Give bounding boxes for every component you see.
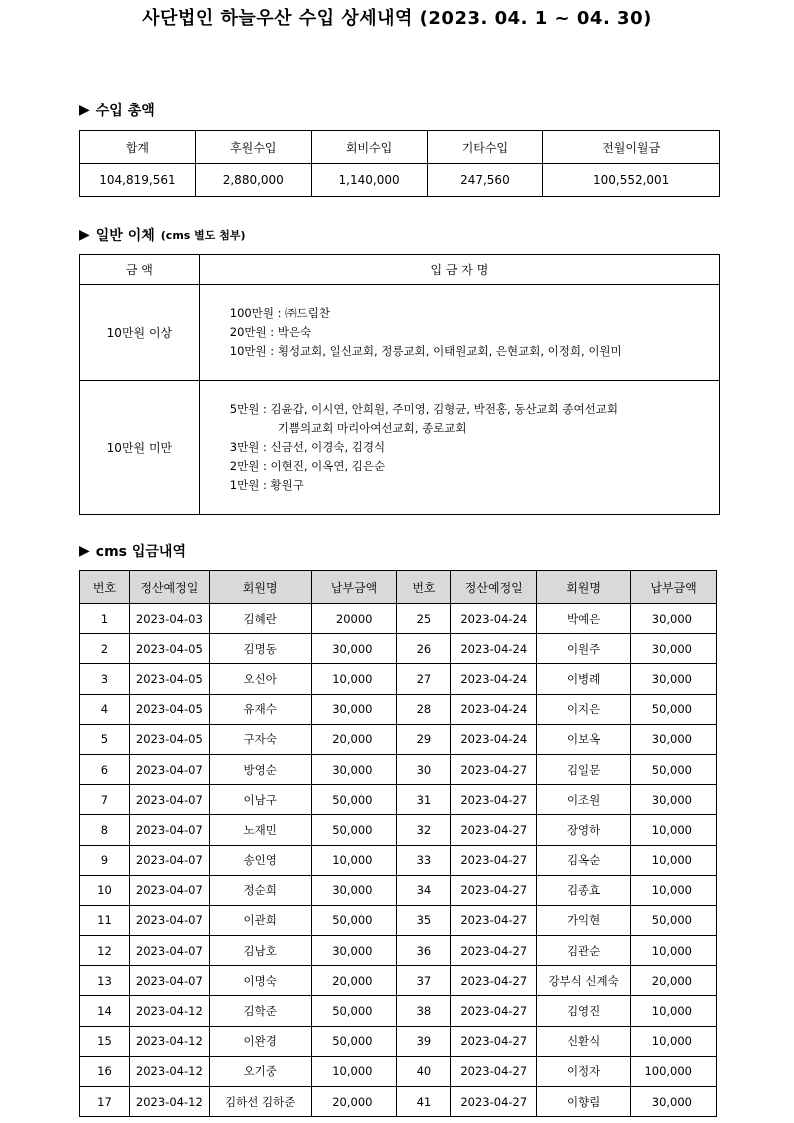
cms-cell: 2023-04-27	[451, 815, 537, 845]
section-general-note: (cms 별도 첨부)	[160, 229, 246, 242]
summary-header-cell: 전월이월금	[543, 131, 720, 164]
general-header-cell: 금 액	[80, 255, 200, 285]
cms-cell: 김남호	[209, 936, 311, 966]
cms-cell: 5	[80, 724, 130, 754]
cms-header-cell: 번호	[80, 571, 130, 604]
cms-cell: 유재수	[209, 694, 311, 724]
general-header-row	[80, 255, 720, 285]
table-row	[80, 694, 717, 724]
cms-cell: 2023-04-27	[451, 996, 537, 1026]
cms-cell: 2023-04-24	[451, 694, 537, 724]
general-name-line: 2만원 : 이현진, 이옥연, 김은순	[229, 459, 386, 473]
cms-cell: 이지은	[537, 694, 631, 724]
triangle-right-icon: ▶	[79, 102, 90, 118]
section-summary-label: 수입 총액	[95, 103, 155, 119]
cms-cell: 오신아	[209, 664, 311, 694]
cms-cell: 30,000	[631, 634, 717, 664]
table-row	[80, 966, 717, 996]
general-name-line: 1만원 : 황원구	[229, 478, 304, 492]
cms-cell: 12	[80, 936, 130, 966]
cms-cell: 11	[80, 905, 130, 935]
general-row	[80, 381, 720, 515]
cms-cell: 30,000	[311, 936, 397, 966]
cms-header-cell: 정산예정일	[451, 571, 537, 604]
general-name-line: 10만원 : 횡성교회, 일신교회, 정릉교회, 이태원교회, 은현교회, 이정희, 이원미	[229, 344, 622, 358]
cms-cell: 8	[80, 815, 130, 845]
cms-cell: 50,000	[311, 815, 397, 845]
cms-cell: 2023-04-27	[451, 1056, 537, 1086]
cms-cell: 2023-04-27	[451, 966, 537, 996]
section-general-heading	[79, 225, 246, 245]
table-row	[80, 724, 717, 754]
cms-header-cell: 정산예정일	[129, 571, 209, 604]
cms-cell: 30,000	[631, 724, 717, 754]
cms-cell: 40	[397, 1056, 451, 1086]
cms-header-cell: 납부금액	[311, 571, 397, 604]
cms-cell: 2023-04-07	[129, 785, 209, 815]
cms-cell: 30,000	[631, 785, 717, 815]
cms-cell: 10,000	[631, 875, 717, 905]
general-amount-cell: 10만원 이상	[80, 285, 200, 381]
section-cms-label: cms 입금내역	[95, 544, 186, 560]
cms-cell: 30,000	[631, 604, 717, 634]
cms-cell: 10	[80, 875, 130, 905]
cms-cell: 박예은	[537, 604, 631, 634]
cms-cell: 장영하	[537, 815, 631, 845]
cms-cell: 김일문	[537, 754, 631, 784]
cms-cell: 이정자	[537, 1056, 631, 1086]
cms-cell: 10,000	[311, 664, 397, 694]
cms-cell: 30,000	[631, 664, 717, 694]
cms-cell: 10,000	[311, 1056, 397, 1086]
table-row	[80, 936, 717, 966]
table-row	[80, 754, 717, 784]
cms-cell: 정순희	[209, 875, 311, 905]
cms-cell: 50,000	[631, 905, 717, 935]
cms-cell: 2023-04-07	[129, 905, 209, 935]
cms-cell: 35	[397, 905, 451, 935]
cms-cell: 10,000	[631, 815, 717, 845]
cms-cell: 2023-04-27	[451, 936, 537, 966]
cms-table	[79, 570, 717, 1117]
general-name-line: 100만원 : ㈜드림찬	[229, 306, 330, 320]
cms-cell: 2023-04-07	[129, 845, 209, 875]
cms-cell: 이병례	[537, 664, 631, 694]
cms-cell: 2023-04-07	[129, 815, 209, 845]
cms-cell: 김학준	[209, 996, 311, 1026]
cms-cell: 2023-04-27	[451, 1087, 537, 1117]
cms-cell: 신환식	[537, 1026, 631, 1056]
cms-cell: 20,000	[631, 966, 717, 996]
cms-cell: 김혜란	[209, 604, 311, 634]
cms-cell: 2023-04-03	[129, 604, 209, 634]
table-row	[80, 785, 717, 815]
cms-cell: 이조원	[537, 785, 631, 815]
cms-cell: 50,000	[311, 996, 397, 1026]
cms-cell: 오기중	[209, 1056, 311, 1086]
cms-cell: 가익현	[537, 905, 631, 935]
cms-cell: 27	[397, 664, 451, 694]
table-row	[80, 996, 717, 1026]
cms-cell: 2023-04-27	[451, 905, 537, 935]
cms-cell: 방영순	[209, 754, 311, 784]
cms-cell: 2023-04-27	[451, 785, 537, 815]
summary-value-cell: 2,880,000	[195, 164, 311, 197]
cms-cell: 10,000	[631, 936, 717, 966]
cms-cell: 26	[397, 634, 451, 664]
cms-cell: 50,000	[311, 785, 397, 815]
page-title: 사단법인 하늘우산 수입 상세내역 (2023. 04. 1 ~ 04. 30)	[142, 8, 652, 29]
cms-cell: 이향림	[537, 1087, 631, 1117]
cms-cell: 이보옥	[537, 724, 631, 754]
cms-header-cell: 납부금액	[631, 571, 717, 604]
cms-cell: 41	[397, 1087, 451, 1117]
cms-cell: 50,000	[631, 694, 717, 724]
cms-cell: 2023-04-12	[129, 1087, 209, 1117]
cms-cell: 송인영	[209, 845, 311, 875]
cms-cell: 30,000	[311, 875, 397, 905]
table-row	[80, 875, 717, 905]
cms-cell: 16	[80, 1056, 130, 1086]
general-names-cell	[199, 285, 719, 381]
cms-cell: 50,000	[631, 754, 717, 784]
summary-header-cell: 후원수입	[195, 131, 311, 164]
cms-cell: 9	[80, 845, 130, 875]
general-row	[80, 285, 720, 381]
cms-cell: 강부식 신계숙	[537, 966, 631, 996]
summary-header-cell: 회비수입	[311, 131, 427, 164]
section-cms-heading	[79, 541, 186, 561]
cms-cell: 노재민	[209, 815, 311, 845]
cms-cell: 2023-04-05	[129, 724, 209, 754]
cms-cell: 2	[80, 634, 130, 664]
cms-header-cell: 회원명	[537, 571, 631, 604]
general-header-cell: 입 금 자 명	[199, 255, 719, 285]
cms-cell: 6	[80, 754, 130, 784]
cms-cell: 2023-04-24	[451, 604, 537, 634]
cms-cell: 김관순	[537, 936, 631, 966]
summary-header-row	[80, 131, 720, 164]
cms-cell: 10,000	[311, 845, 397, 875]
general-name-line: 3만원 : 신금선, 이경숙, 김경식	[229, 440, 386, 454]
cms-cell: 17	[80, 1087, 130, 1117]
cms-cell: 36	[397, 936, 451, 966]
cms-cell: 이관희	[209, 905, 311, 935]
table-row	[80, 815, 717, 845]
cms-cell: 30,000	[311, 754, 397, 784]
general-amount-cell: 10만원 미만	[80, 381, 200, 515]
cms-cell: 2023-04-12	[129, 1026, 209, 1056]
summary-value-cell: 1,140,000	[311, 164, 427, 197]
table-row	[80, 1087, 717, 1117]
summary-header-cell: 합계	[80, 131, 196, 164]
cms-cell: 2023-04-24	[451, 664, 537, 694]
cms-cell: 25	[397, 604, 451, 634]
cms-cell: 28	[397, 694, 451, 724]
cms-cell: 50,000	[311, 905, 397, 935]
cms-cell: 38	[397, 996, 451, 1026]
cms-header-cell: 회원명	[209, 571, 311, 604]
cms-cell: 32	[397, 815, 451, 845]
cms-cell: 2023-04-05	[129, 664, 209, 694]
cms-cell: 2023-04-05	[129, 694, 209, 724]
cms-cell: 김옥순	[537, 845, 631, 875]
cms-cell: 10,000	[631, 845, 717, 875]
general-table	[79, 254, 720, 515]
cms-cell: 13	[80, 966, 130, 996]
cms-cell: 100,000	[631, 1056, 717, 1086]
cms-cell: 30	[397, 754, 451, 784]
cms-cell: 31	[397, 785, 451, 815]
cms-cell: 김명동	[209, 634, 311, 664]
cms-cell: 34	[397, 875, 451, 905]
table-row	[80, 845, 717, 875]
cms-cell: 이명숙	[209, 966, 311, 996]
cms-cell: 7	[80, 785, 130, 815]
cms-cell: 김하선 김하준	[209, 1087, 311, 1117]
cms-header-cell: 번호	[397, 571, 451, 604]
cms-cell: 10,000	[631, 1026, 717, 1056]
cms-cell: 2023-04-24	[451, 634, 537, 664]
cms-cell: 39	[397, 1026, 451, 1056]
cms-cell: 50,000	[311, 1026, 397, 1056]
cms-cell: 20,000	[311, 966, 397, 996]
summary-table	[79, 130, 720, 197]
cms-cell: 김종효	[537, 875, 631, 905]
table-row	[80, 604, 717, 634]
cms-cell: 10,000	[631, 996, 717, 1026]
table-row	[80, 1026, 717, 1056]
cms-cell: 이원주	[537, 634, 631, 664]
summary-value-cell: 100,552,001	[543, 164, 720, 197]
cms-cell: 30,000	[631, 1087, 717, 1117]
cms-cell: 2023-04-27	[451, 754, 537, 784]
cms-cell: 30,000	[311, 694, 397, 724]
cms-cell: 이남구	[209, 785, 311, 815]
table-row	[80, 664, 717, 694]
cms-cell: 4	[80, 694, 130, 724]
section-general-label: 일반 이체	[95, 228, 155, 244]
summary-header-cell: 기타수입	[427, 131, 543, 164]
general-name-line: 5만원 : 김윤갑, 이시연, 안희원, 주미영, 김형균, 박전홍, 동산교회 종여선교회	[229, 402, 618, 416]
cms-cell: 33	[397, 845, 451, 875]
summary-value-cell: 247,560	[427, 164, 543, 197]
table-row	[80, 905, 717, 935]
cms-cell: 2023-04-27	[451, 875, 537, 905]
triangle-right-icon: ▶	[79, 543, 90, 559]
cms-cell: 2023-04-27	[451, 845, 537, 875]
section-summary-heading	[79, 100, 155, 120]
cms-cell: 구자숙	[209, 724, 311, 754]
cms-cell: 37	[397, 966, 451, 996]
general-names-cell	[199, 381, 719, 515]
table-row	[80, 634, 717, 664]
cms-cell: 2023-04-12	[129, 996, 209, 1026]
cms-cell: 15	[80, 1026, 130, 1056]
triangle-right-icon: ▶	[79, 227, 90, 243]
general-name-line: 기쁨의교회 마리아여선교회, 종로교회	[277, 421, 467, 435]
table-row	[80, 1056, 717, 1086]
cms-cell: 2023-04-07	[129, 875, 209, 905]
cms-cell: 2023-04-07	[129, 936, 209, 966]
cms-cell: 14	[80, 996, 130, 1026]
summary-value-row	[80, 164, 720, 197]
cms-cell: 김영진	[537, 996, 631, 1026]
cms-cell: 20,000	[311, 724, 397, 754]
cms-cell: 20000	[311, 604, 397, 634]
cms-cell: 2023-04-24	[451, 724, 537, 754]
cms-cell: 2023-04-07	[129, 754, 209, 784]
general-name-line: 20만원 : 박은숙	[229, 325, 312, 339]
summary-value-cell: 104,819,561	[80, 164, 196, 197]
cms-cell: 이완경	[209, 1026, 311, 1056]
cms-cell: 2023-04-07	[129, 966, 209, 996]
cms-cell: 2023-04-27	[451, 1026, 537, 1056]
cms-cell: 20,000	[311, 1087, 397, 1117]
cms-header-row	[80, 571, 717, 604]
cms-cell: 2023-04-12	[129, 1056, 209, 1086]
cms-cell: 2023-04-05	[129, 634, 209, 664]
cms-cell: 29	[397, 724, 451, 754]
cms-cell: 30,000	[311, 634, 397, 664]
cms-cell: 3	[80, 664, 130, 694]
cms-cell: 1	[80, 604, 130, 634]
